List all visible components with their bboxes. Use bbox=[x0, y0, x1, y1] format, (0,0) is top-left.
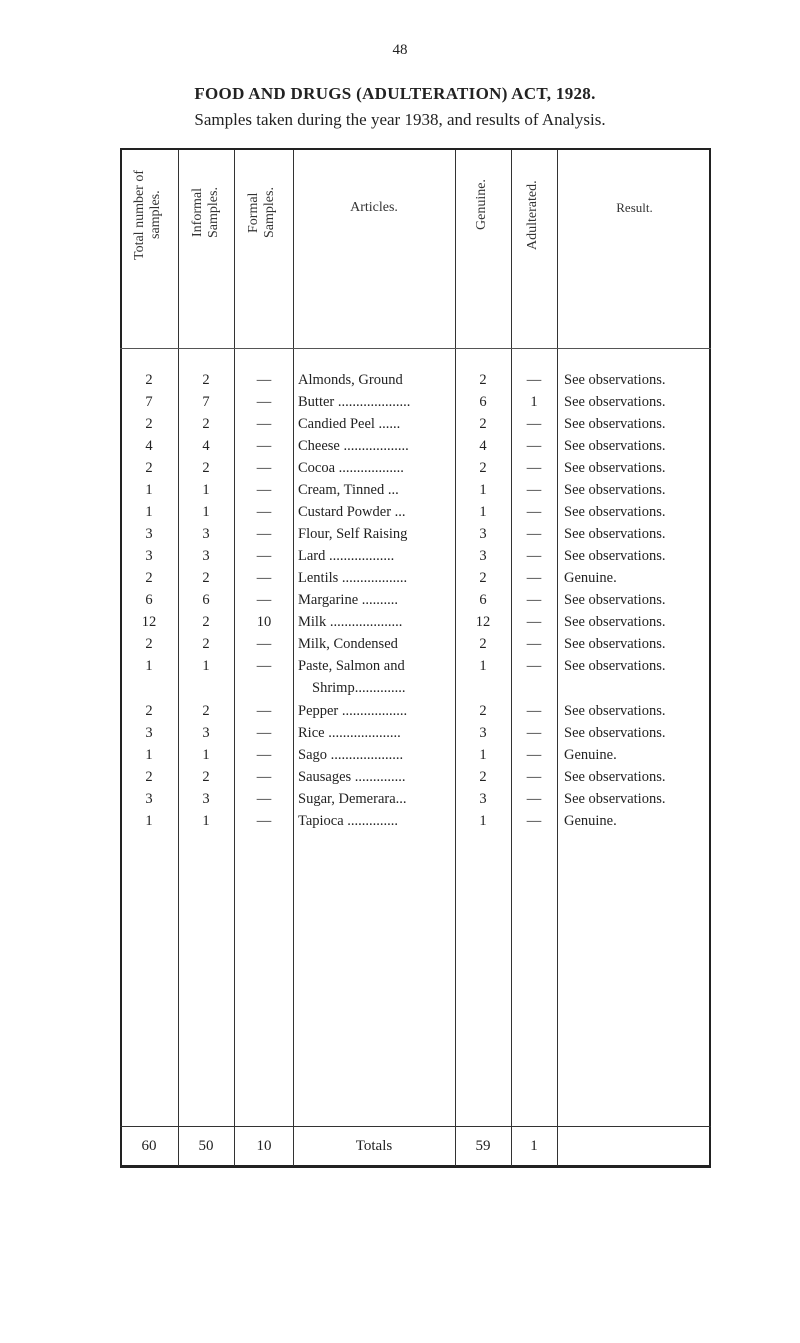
formal-cell: — bbox=[256, 658, 272, 674]
totals-row bbox=[0, 1135, 800, 1157]
informal-cell: 3 bbox=[202, 791, 210, 807]
table-row bbox=[0, 545, 800, 567]
adulterated-cell: — bbox=[526, 438, 542, 454]
total-cell: 3 bbox=[145, 526, 153, 542]
table-row bbox=[0, 655, 800, 699]
genuine-cell: 2 bbox=[479, 416, 487, 432]
article-cell: Milk, Condensed bbox=[298, 636, 398, 652]
result-cell: See observations. bbox=[564, 504, 666, 520]
formal-cell: — bbox=[256, 592, 272, 608]
table-row bbox=[0, 744, 800, 766]
formal-cell: — bbox=[256, 725, 272, 741]
article-cell: Pepper .................. bbox=[298, 703, 408, 719]
table-row bbox=[0, 700, 800, 722]
genuine-cell: 2 bbox=[479, 372, 487, 388]
result-cell: See observations. bbox=[564, 614, 666, 630]
article-cell: Sago .................... bbox=[298, 747, 404, 763]
genuine-cell: 2 bbox=[479, 460, 487, 476]
header-adulterated: Adulterated. bbox=[525, 180, 540, 250]
article-cell: Lentils .................. bbox=[298, 570, 408, 586]
total-cell: 2 bbox=[145, 372, 153, 388]
adulterated-cell: — bbox=[526, 658, 542, 674]
informal-cell: 3 bbox=[202, 526, 210, 542]
genuine-cell: 3 bbox=[479, 526, 487, 542]
article-cell: Cocoa .................. bbox=[298, 460, 404, 476]
totals-rule bbox=[120, 1126, 711, 1127]
result-cell: Genuine. bbox=[564, 570, 617, 586]
result-cell: See observations. bbox=[564, 725, 666, 741]
total-cell: 2 bbox=[145, 703, 153, 719]
informal-cell: 2 bbox=[202, 372, 210, 388]
article-cell: Cream, Tinned ... bbox=[298, 482, 399, 498]
formal-cell: — bbox=[256, 526, 272, 542]
article-cell: Milk .................... bbox=[298, 614, 403, 630]
table-row bbox=[0, 766, 800, 788]
genuine-cell: 1 bbox=[479, 482, 487, 498]
table-row bbox=[0, 611, 800, 633]
page-title: FOOD AND DRUGS (ADULTERATION) ACT, 1928. bbox=[194, 84, 596, 103]
table-row bbox=[0, 479, 800, 501]
table-row bbox=[0, 810, 800, 832]
article-cell: Paste, Salmon and bbox=[298, 658, 405, 674]
total-cell: 3 bbox=[145, 725, 153, 741]
table-row bbox=[0, 523, 800, 545]
genuine-cell: 1 bbox=[479, 747, 487, 763]
formal-cell: — bbox=[256, 636, 272, 652]
adulterated-cell: — bbox=[526, 747, 542, 763]
article-cell: Flour, Self Raising bbox=[298, 526, 408, 542]
genuine-cell: 2 bbox=[479, 769, 487, 785]
genuine-cell: 2 bbox=[479, 570, 487, 586]
formal-cell: — bbox=[256, 703, 272, 719]
adulterated-cell: — bbox=[526, 482, 542, 498]
result-cell: See observations. bbox=[564, 791, 666, 807]
article-cell: Lard .................. bbox=[298, 548, 395, 564]
result-cell: See observations. bbox=[564, 526, 666, 542]
informal-cell: 2 bbox=[202, 416, 210, 432]
genuine-cell: 2 bbox=[479, 703, 487, 719]
table-row bbox=[0, 501, 800, 523]
formal-cell: — bbox=[256, 372, 272, 388]
header-total-samples: Total number of samples. bbox=[132, 170, 163, 260]
total-cell: 1 bbox=[145, 747, 153, 763]
result-cell: See observations. bbox=[564, 394, 666, 410]
adulterated-cell: — bbox=[526, 791, 542, 807]
table-row bbox=[0, 788, 800, 810]
genuine-cell: 2 bbox=[479, 636, 487, 652]
totals-adulterated-cell: 1 bbox=[530, 1138, 538, 1154]
article-cell: Custard Powder ... bbox=[298, 504, 406, 520]
article-cell: Margarine .......... bbox=[298, 592, 398, 608]
formal-cell: — bbox=[256, 504, 272, 520]
adulterated-cell: — bbox=[526, 460, 542, 476]
total-cell: 2 bbox=[145, 416, 153, 432]
formal-cell: — bbox=[256, 791, 272, 807]
page-number: 48 bbox=[392, 42, 408, 58]
result-cell: See observations. bbox=[564, 416, 666, 432]
genuine-cell: 1 bbox=[479, 504, 487, 520]
header-genuine: Genuine. bbox=[474, 179, 489, 231]
article-cell: Candied Peel ...... bbox=[298, 416, 401, 432]
article-cell: Sausages .............. bbox=[298, 769, 406, 785]
totals-formal-cell: 10 bbox=[256, 1138, 272, 1154]
table-row bbox=[0, 633, 800, 655]
informal-cell: 3 bbox=[202, 725, 210, 741]
genuine-cell: 3 bbox=[479, 791, 487, 807]
totals-label: Totals bbox=[355, 1138, 393, 1154]
article-cell-continuation: Shrimp.............. bbox=[312, 680, 406, 696]
genuine-cell: 1 bbox=[479, 813, 487, 829]
informal-cell: 2 bbox=[202, 460, 210, 476]
genuine-cell: 12 bbox=[475, 614, 491, 630]
result-cell: See observations. bbox=[564, 482, 666, 498]
totals-informal-cell: 50 bbox=[198, 1138, 214, 1154]
formal-cell: — bbox=[256, 747, 272, 763]
informal-cell: 7 bbox=[202, 394, 210, 410]
adulterated-cell: — bbox=[526, 636, 542, 652]
header-informal-samples: Informal Samples. bbox=[190, 187, 221, 239]
result-cell: See observations. bbox=[564, 592, 666, 608]
informal-cell: 2 bbox=[202, 636, 210, 652]
table-row bbox=[0, 722, 800, 744]
adulterated-cell: — bbox=[526, 372, 542, 388]
adulterated-cell: 1 bbox=[530, 394, 538, 410]
formal-cell: — bbox=[256, 570, 272, 586]
article-cell: Rice .................... bbox=[298, 725, 401, 741]
article-cell: Cheese .................. bbox=[298, 438, 409, 454]
informal-cell: 2 bbox=[202, 703, 210, 719]
formal-cell: — bbox=[256, 813, 272, 829]
result-cell: See observations. bbox=[564, 658, 666, 674]
adulterated-cell: — bbox=[526, 548, 542, 564]
formal-cell: — bbox=[256, 416, 272, 432]
total-cell: 3 bbox=[145, 548, 153, 564]
adulterated-cell: — bbox=[526, 570, 542, 586]
header-rule bbox=[120, 348, 711, 349]
genuine-cell: 3 bbox=[479, 725, 487, 741]
total-cell: 1 bbox=[145, 482, 153, 498]
informal-cell: 6 bbox=[202, 592, 210, 608]
genuine-cell: 6 bbox=[479, 394, 487, 410]
informal-cell: 2 bbox=[202, 570, 210, 586]
total-cell: 4 bbox=[145, 438, 153, 454]
formal-cell: — bbox=[256, 548, 272, 564]
formal-cell: — bbox=[256, 769, 272, 785]
formal-cell: — bbox=[256, 460, 272, 476]
result-cell: See observations. bbox=[564, 438, 666, 454]
result-cell: Genuine. bbox=[564, 747, 617, 763]
adulterated-cell: — bbox=[526, 725, 542, 741]
table-row bbox=[0, 567, 800, 589]
genuine-cell: 6 bbox=[479, 592, 487, 608]
total-cell: 6 bbox=[145, 592, 153, 608]
table-row bbox=[0, 589, 800, 611]
article-cell: Butter .................... bbox=[298, 394, 411, 410]
genuine-cell: 3 bbox=[479, 548, 487, 564]
informal-cell: 1 bbox=[202, 658, 210, 674]
total-cell: 1 bbox=[145, 504, 153, 520]
result-cell: See observations. bbox=[564, 548, 666, 564]
informal-cell: 1 bbox=[202, 504, 210, 520]
informal-cell: 1 bbox=[202, 747, 210, 763]
adulterated-cell: — bbox=[526, 614, 542, 630]
total-cell: 2 bbox=[145, 636, 153, 652]
result-cell: See observations. bbox=[564, 372, 666, 388]
adulterated-cell: — bbox=[526, 504, 542, 520]
table-row bbox=[0, 457, 800, 479]
result-cell: See observations. bbox=[564, 703, 666, 719]
informal-cell: 1 bbox=[202, 813, 210, 829]
genuine-cell: 4 bbox=[479, 438, 487, 454]
totals-total-cell: 60 bbox=[141, 1138, 157, 1154]
formal-cell: — bbox=[256, 438, 272, 454]
header-formal-samples: Formal Samples. bbox=[246, 187, 277, 239]
result-cell: See observations. bbox=[564, 636, 666, 652]
adulterated-cell: — bbox=[526, 592, 542, 608]
genuine-cell: 1 bbox=[479, 658, 487, 674]
formal-cell: — bbox=[256, 482, 272, 498]
table-row bbox=[0, 413, 800, 435]
total-cell: 12 bbox=[141, 614, 157, 630]
result-cell: Genuine. bbox=[564, 813, 617, 829]
total-cell: 1 bbox=[145, 813, 153, 829]
result-cell: See observations. bbox=[564, 460, 666, 476]
article-cell: Almonds, Ground bbox=[298, 372, 403, 388]
total-cell: 7 bbox=[145, 394, 153, 410]
header-result: Result. bbox=[616, 200, 653, 215]
total-cell: 2 bbox=[145, 570, 153, 586]
page-subtitle: Samples taken during the year 1938, and results of Analysis. bbox=[194, 110, 606, 129]
adulterated-cell: — bbox=[526, 813, 542, 829]
total-cell: 2 bbox=[145, 460, 153, 476]
informal-cell: 2 bbox=[202, 614, 210, 630]
article-cell: Sugar, Demerara... bbox=[298, 791, 407, 807]
result-cell: See observations. bbox=[564, 769, 666, 785]
formal-cell: 10 bbox=[256, 614, 272, 630]
informal-cell: 4 bbox=[202, 438, 210, 454]
informal-cell: 1 bbox=[202, 482, 210, 498]
table-row bbox=[0, 391, 800, 413]
totals-genuine-cell: 59 bbox=[475, 1138, 491, 1154]
article-cell: Tapioca .............. bbox=[298, 813, 399, 829]
formal-cell: — bbox=[256, 394, 272, 410]
table-row bbox=[0, 435, 800, 457]
informal-cell: 3 bbox=[202, 548, 210, 564]
table-row bbox=[0, 369, 800, 391]
total-cell: 3 bbox=[145, 791, 153, 807]
informal-cell: 2 bbox=[202, 769, 210, 785]
total-cell: 2 bbox=[145, 769, 153, 785]
adulterated-cell: — bbox=[526, 703, 542, 719]
adulterated-cell: — bbox=[526, 526, 542, 542]
adulterated-cell: — bbox=[526, 769, 542, 785]
total-cell: 1 bbox=[145, 658, 153, 674]
header-articles: Articles. bbox=[350, 200, 398, 215]
adulterated-cell: — bbox=[526, 416, 542, 432]
